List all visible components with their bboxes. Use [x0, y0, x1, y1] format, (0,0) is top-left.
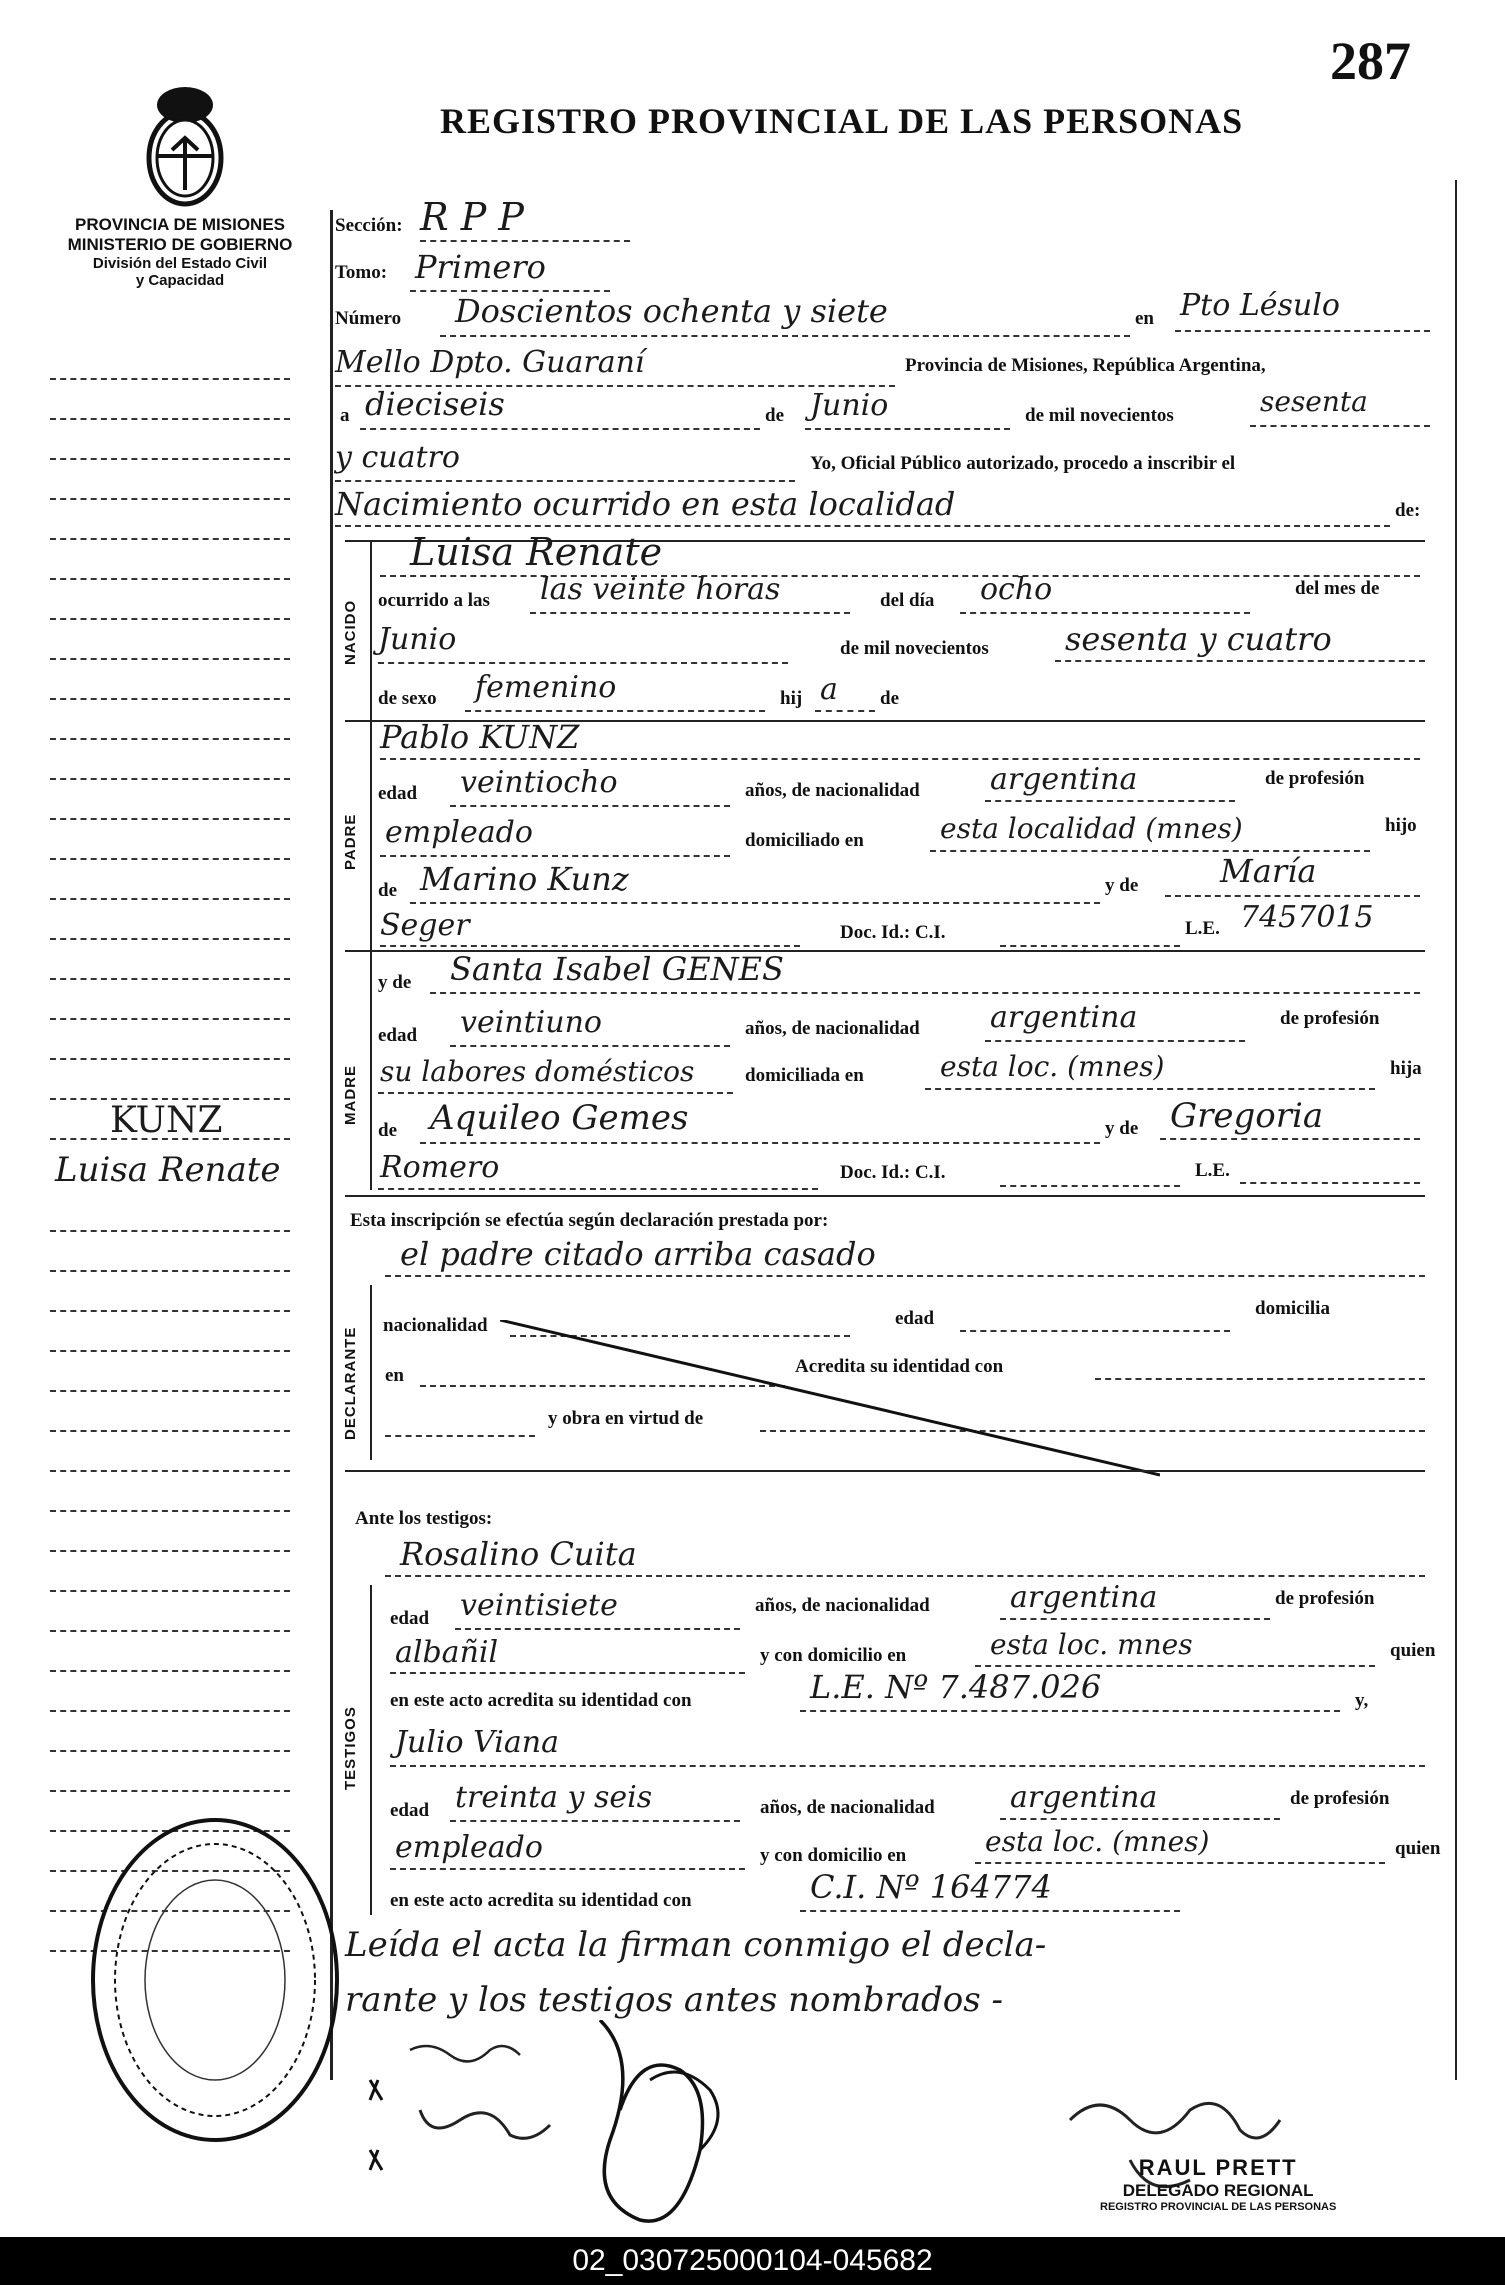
stamp-name: RAUL PRETT: [1138, 2155, 1298, 2180]
label-declarante-acredita: Acredita su identidad con: [795, 1356, 1004, 1377]
page-title: REGISTRO PROVINCIAL DE LAS PERSONAS: [440, 101, 1244, 141]
label-padre-hijo: hijo: [1385, 815, 1417, 836]
label-padre-hijo-de: de: [378, 880, 397, 901]
label-hij: hij: [780, 688, 803, 709]
label-madre-y-de: y de: [378, 972, 412, 993]
frame-right-border: [1455, 180, 1457, 2080]
label-ocurrido: ocurrido a las: [378, 590, 490, 611]
section-label-testigos: TESTIGOS: [342, 1706, 359, 1790]
value-testigo1-nacionalidad: argentina: [1010, 1580, 1158, 1615]
value-de-mes: Junio: [810, 388, 889, 423]
value-dia: ocho: [980, 572, 1053, 607]
label-declarante-nacionalidad: nacionalidad: [383, 1315, 488, 1336]
value-testigo2-nacionalidad: argentina: [1010, 1780, 1158, 1815]
value-declarante: el padre citado arriba casado: [400, 1235, 876, 1273]
label-madre-le: L.E.: [1195, 1160, 1230, 1181]
label-yo: Yo, Oficial Público autorizado, procedo a inscribir el: [810, 453, 1236, 474]
label-declarante-domicilia: domicilia: [1255, 1298, 1330, 1319]
label-testigo2-edad: edad: [390, 1800, 430, 1821]
label-padre-edad: edad: [378, 783, 418, 804]
label-madre-edad: edad: [378, 1025, 418, 1046]
label-testigo1-y: y,: [1355, 1690, 1369, 1711]
label-madre-doc: Doc. Id.: C.I.: [840, 1162, 946, 1183]
value-testigo2-id: C.I. Nº 164774: [810, 1868, 1052, 1906]
label-en: en: [1135, 308, 1154, 329]
value-lugar-2: Mello Dpto. Guaraní: [335, 345, 645, 380]
value-padre-nombre: Pablo KUNZ: [380, 718, 580, 756]
value-a-dia: dieciseis: [365, 385, 505, 423]
section-label-declarante: DECLARANTE: [342, 1326, 359, 1440]
strike-through-line: [500, 1320, 1160, 1480]
label-testigo1-edad: edad: [390, 1608, 430, 1629]
issuer-line-3: División del Estado Civil: [92, 255, 268, 272]
label-padre-le: L.E.: [1185, 918, 1220, 939]
label-madre-nacionalidad: años, de nacionalidad: [745, 1018, 920, 1039]
label-testigo2-acredita: en este acto acredita su identidad con: [390, 1890, 692, 1911]
label-sexo: de sexo: [378, 688, 437, 709]
label-madre-y-de-2: y de: [1105, 1118, 1139, 1139]
section-label-nacido: NACIDO: [342, 599, 359, 665]
label-testigo1-domicilio: y con domicilio en: [760, 1645, 907, 1666]
value-madre-domicilio: esta loc. (mnes): [940, 1050, 1165, 1083]
footer-bar: [0, 2237, 1505, 2285]
page-number: 287: [1330, 31, 1411, 91]
frame-left-border: [330, 210, 333, 2080]
value-madre-nombre: Santa Isabel GENES: [450, 950, 784, 988]
value-padre-le: 7457015: [1240, 900, 1374, 935]
value-hecho: Nacimiento ocurrido en esta localidad: [335, 485, 956, 523]
section-label-padre: PADRE: [342, 813, 359, 870]
value-testigo2-edad: treinta y seis: [455, 1780, 653, 1815]
issuer-line-4: y Capacidad: [135, 272, 225, 289]
label-testigo2-nacionalidad: años, de nacionalidad: [760, 1797, 935, 1818]
value-padre-y-de: María: [1220, 852, 1317, 890]
label-provincia: Provincia de Misiones, República Argentina,: [905, 355, 1266, 376]
label-testigo2-quien: quien: [1395, 1838, 1441, 1859]
value-madre-nacionalidad: argentina: [990, 1000, 1138, 1035]
label-ante-testigos: Ante los testigos:: [355, 1508, 493, 1529]
value-madre-hija-de: Aquileo Gemes: [430, 1098, 689, 1138]
label-madre-hija-de: de: [378, 1120, 397, 1141]
label-testigo1-quien: quien: [1390, 1640, 1436, 1661]
value-anio-nac: sesenta y cuatro: [1065, 620, 1332, 658]
label-testigo1-profesion: de profesión: [1275, 1588, 1375, 1609]
value-testigo1-edad: veintisiete: [460, 1588, 618, 1623]
label-declarante-en: en: [385, 1365, 404, 1386]
value-hij: a: [820, 672, 838, 707]
label-mil-novecientos: de mil novecientos: [1025, 405, 1174, 426]
label-padre-profesion: de profesión: [1265, 768, 1365, 789]
value-testigo1-profesion: albañil: [395, 1635, 499, 1670]
coat-of-arms-emblem: [130, 80, 240, 210]
label-de-mil-novecientos: de mil novecientos: [840, 638, 989, 659]
label-a: a: [340, 405, 350, 426]
issuer-line-1: PROVINCIA DE MISIONES: [74, 215, 285, 234]
value-padre-edad: veintiocho: [460, 765, 618, 800]
label-esta-inscripcion: Esta inscripción se efectúa según declaración prestada por:: [350, 1210, 829, 1231]
stamp-title: DELEGADO REGIONAL: [1122, 2181, 1314, 2200]
value-mes: Junio: [378, 622, 457, 657]
value-padre-domicilio: esta localidad (mnes): [940, 812, 1243, 845]
value-padre-hijo-de: Marino Kunz: [420, 860, 629, 898]
regional-stamp: [1100, 2155, 1336, 2213]
value-madre-edad: veintiuno: [460, 1005, 602, 1040]
section-label-madre: MADRE: [342, 1065, 359, 1125]
value-tomo: Primero: [415, 248, 546, 286]
value-seccion: R P P: [420, 195, 524, 239]
label-padre-domiciliado: domiciliado en: [745, 830, 864, 851]
value-nombre: Luisa Renate: [410, 530, 663, 574]
value-madre-y-de-2: Romero: [380, 1150, 500, 1185]
value-madre-y-de: Gregoria: [1170, 1096, 1324, 1136]
value-hora: las veinte horas: [540, 572, 781, 607]
label-madre-profesion: de profesión: [1280, 1008, 1380, 1029]
value-testigo2-nombre: Julio Viana: [395, 1725, 559, 1760]
label-de-mes: de: [765, 405, 784, 426]
value-padre-profesion: empleado: [385, 815, 533, 850]
label-padre-y-de: y de: [1105, 875, 1139, 896]
label-padre-nacionalidad: años, de nacionalidad: [745, 780, 920, 801]
value-anio-2: y cuatro: [335, 440, 460, 475]
value-padre-nacionalidad: argentina: [990, 762, 1138, 797]
label-madre-domiciliada: domiciliada en: [745, 1065, 864, 1086]
value-sexo: femenino: [475, 670, 617, 705]
label-declarante-y-obra: y obra en virtud de: [548, 1408, 704, 1429]
label-madre-hija: hija: [1390, 1058, 1422, 1079]
label-testigo2-profesion: de profesión: [1290, 1788, 1390, 1809]
issuer-line-2: MINISTERIO DE GOBIERNO: [67, 235, 293, 254]
circular-seal: [85, 1810, 345, 2150]
value-padre-y-de-2: Seger: [380, 908, 470, 943]
label-testigo2-domicilio: y con domicilio en: [760, 1845, 907, 1866]
value-numero: Doscientos ochenta y siete: [455, 292, 888, 330]
value-testigo1-nombre: Rosalino Cuita: [400, 1535, 637, 1573]
footer-id: 02_030725000104-045682: [572, 2244, 933, 2277]
label-del-mes: del mes de: [1295, 578, 1380, 599]
value-testigo1-domicilio: esta loc. mnes: [990, 1628, 1193, 1661]
label-testigo1-acredita: en este acto acredita su identidad con: [390, 1690, 692, 1711]
margin-note-given-name: Luisa Renate: [55, 1150, 281, 1190]
value-en-lugar: Pto Lésulo: [1180, 288, 1340, 323]
value-testigo2-profesion: empleado: [395, 1830, 543, 1865]
value-testigo1-id: L.E. Nº 7.487.026: [810, 1668, 1102, 1706]
label-seccion: Sección:: [335, 215, 403, 236]
label-tomo: Tomo:: [335, 262, 388, 283]
label-numero: Número: [335, 308, 402, 329]
value-anio: sesenta: [1260, 385, 1368, 418]
signature-marks: [350, 2020, 1450, 2250]
label-de-colon: de:: [1395, 500, 1421, 521]
value-madre-profesion: su labores domésticos: [380, 1055, 695, 1088]
label-hij-de: de: [880, 688, 899, 709]
margin-note-surname: KUNZ: [110, 1100, 223, 1141]
label-padre-doc: Doc. Id.: C.I.: [840, 922, 946, 943]
value-testigo2-domicilio: esta loc. (mnes): [985, 1825, 1210, 1858]
closing-line-1: Leída el acta la firman conmigo el decla-: [345, 1925, 1047, 1965]
stamp-subtitle: REGISTRO PROVINCIAL DE LAS PERSONAS: [1100, 2201, 1337, 2213]
label-del-dia: del día: [880, 590, 935, 611]
label-testigo1-nacionalidad: años, de nacionalidad: [755, 1595, 930, 1616]
closing-line-2: rante y los testigos antes nombrados -: [345, 1980, 1003, 2020]
label-declarante-edad: edad: [895, 1308, 935, 1329]
